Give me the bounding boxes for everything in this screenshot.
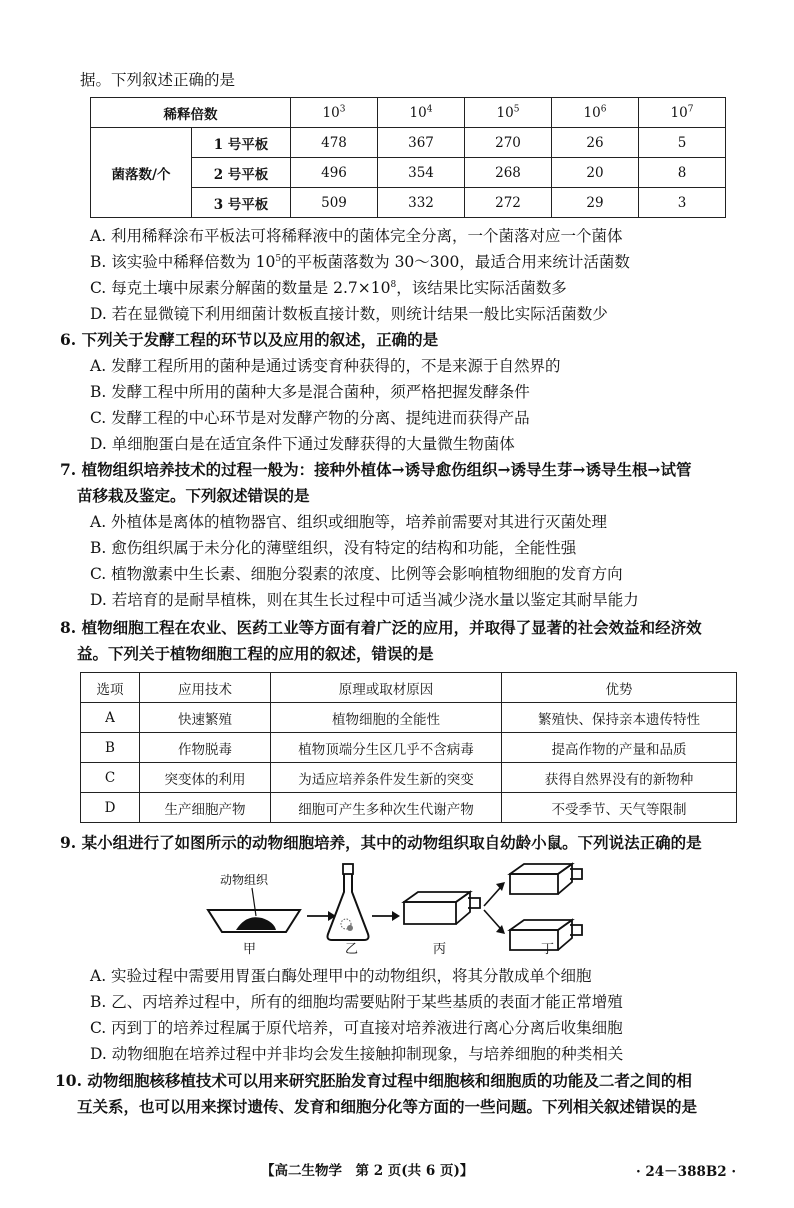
q9-stem: 9. 某小组进行了如图所示的动物细胞培养，其中的动物组织取自幼龄小鼠。下列说法正确的是 — [60, 833, 702, 852]
header-cell: 选项 — [81, 673, 140, 703]
table-cell: 生产细胞产物 — [140, 793, 271, 823]
q9-option-d: D. 动物细胞在培养过程中并非均会发生接触抑制现象，与培养细胞的种类相关 — [90, 1045, 624, 1063]
header-cell: 稀释倍数 — [91, 98, 291, 128]
fig-caption: 丙 — [433, 942, 447, 957]
intro-text: 据。下列叙述正确的是 — [80, 71, 236, 89]
fig-caption: 乙 — [345, 942, 359, 957]
fig-caption: 甲 — [243, 942, 257, 957]
q7-option-a: A. 外植体是离体的植物器官、组织或细胞等，培养前需要对其进行灭菌处理 — [90, 513, 608, 531]
table-cell: C — [81, 763, 140, 793]
culture-bottle-icon — [510, 864, 582, 894]
header-cell: $10^3$ — [291, 98, 378, 128]
table-row — [81, 763, 737, 793]
table-cell: B — [81, 733, 140, 763]
q6-option-d: D. 单细胞蛋白是在适宜条件下通过发酵获得的大量微生物菌体 — [90, 435, 515, 453]
table-cell: 272 — [465, 188, 552, 218]
fig-caption: 丁 — [541, 942, 555, 957]
q8-stem-line2: 益。下列关于植物细胞工程的应用的叙述，错误的是 — [77, 644, 434, 663]
label-pointer — [252, 888, 256, 916]
q5-option-d: D. 若在显微镜下利用细菌计数板直接计数，则统计结果一般比实际活菌数少 — [90, 305, 608, 323]
table-cell: 354 — [378, 158, 465, 188]
table-cell: 植物顶端分生区几乎不含病毒 — [271, 733, 502, 763]
footer-page-info: 【高二生物学 第 2 页(共 6 页)】 — [261, 1163, 474, 1179]
table-cell: A — [81, 703, 140, 733]
q6-option-b: B. 发酵工程中所用的菌种大多是混合菌种，须严格把握发酵条件 — [90, 383, 530, 401]
table-cell: 作物脱毒 — [140, 733, 271, 763]
q6-option-c: C. 发酵工程的中心环节是对发酵产物的分离、提纯进而获得产品 — [90, 409, 530, 427]
table-cell: 获得自然界没有的新物种 — [502, 763, 737, 793]
table-cell: 8 — [639, 158, 726, 188]
header-cell: $10^5$ — [465, 98, 552, 128]
q7-stem-line1: 7. 植物组织培养技术的过程一般为：接种外植体→诱导愈伤组织→诱导生芽→诱导生根→试管 — [60, 460, 692, 479]
table-cell: 为适应培养条件发生新的突变 — [271, 763, 502, 793]
table-cell: 不受季节、天气等限制 — [502, 793, 737, 823]
table-cell: 478 — [291, 128, 378, 158]
table-cell: 快速繁殖 — [140, 703, 271, 733]
row-label: 3 号平板 — [192, 188, 291, 218]
table-cell: 繁殖快、保持亲本遗传特性 — [502, 703, 737, 733]
q10-stem-line1: 10. 动物细胞核移植技术可以用来研究胚胎发育过程中细胞核和细胞质的功能及二者之间的相 — [55, 1071, 692, 1090]
application-table — [80, 672, 737, 823]
q5-option-b: B. 该实验中稀释倍数为 $10^5$的平板菌落数为 30～300，最适合用来统计活菌数 — [90, 253, 630, 271]
q7-option-c: C. 植物激素中生长素、细胞分裂素的浓度、比例等会影响植物细胞的发育方向 — [90, 565, 623, 583]
q8-stem-line1: 8. 植物细胞工程在农业、医药工业等方面有着广泛的应用，并取得了显著的社会效益和经济效 — [60, 618, 702, 637]
flask-icon — [328, 864, 369, 940]
header-cell: $10^6$ — [552, 98, 639, 128]
table-row — [91, 98, 726, 128]
arrow-icon — [372, 911, 400, 921]
q6-stem: 6. 下列关于发酵工程的环节以及应用的叙述，正确的是 — [60, 330, 439, 349]
group-label: 菌落数/个 — [91, 128, 192, 218]
table-row — [81, 733, 737, 763]
q9-option-b: B. 乙、丙培养过程中，所有的细胞均需要贴附于某些基质的表面才能正常增殖 — [90, 993, 623, 1011]
q9-option-a: A. 实验过程中需要用胃蛋白酶处理甲中的动物组织，将其分散成单个细胞 — [90, 967, 592, 985]
fig-label: 动物组织 — [220, 873, 269, 887]
header-cell: $10^4$ — [378, 98, 465, 128]
table-cell: 植物细胞的全能性 — [271, 703, 502, 733]
q5-option-a: A. 利用稀释涂布平板法可将稀释液中的菌体完全分离，一个菌落对应一个菌体 — [90, 227, 623, 245]
culture-bottle-icon — [404, 892, 480, 924]
page-footer — [0, 1159, 794, 1181]
arrow-icon — [307, 911, 336, 921]
table-cell: 270 — [465, 128, 552, 158]
footer-code: · 24－388B2 · — [636, 1164, 737, 1180]
table-cell: 5 — [639, 128, 726, 158]
table-cell: 332 — [378, 188, 465, 218]
dilution-table — [90, 97, 726, 218]
q7-option-d: D. 若培育的是耐旱植株，则在其生长过程中可适当减少浇水量以鉴定其耐旱能力 — [90, 591, 639, 609]
table-cell: 509 — [291, 188, 378, 218]
arrow-icon — [484, 910, 505, 934]
table-cell: D — [81, 793, 140, 823]
table-cell: 突变体的利用 — [140, 763, 271, 793]
q5-option-c: C. 每克土壤中尿素分解菌的数量是 $2.7\times 10^8$，该结果比实际活菌数多 — [90, 279, 567, 297]
table-cell: 268 — [465, 158, 552, 188]
table-cell: 20 — [552, 158, 639, 188]
header-cell: 优势 — [502, 673, 737, 703]
table-row — [81, 703, 737, 733]
table-cell: 3 — [639, 188, 726, 218]
table-row — [81, 793, 737, 823]
table-row — [91, 128, 726, 158]
table-row — [81, 673, 737, 703]
table-cell: 496 — [291, 158, 378, 188]
table-cell: 细胞可产生多种次生代谢产物 — [271, 793, 502, 823]
q10-stem-line2: 互关系，也可以用来探讨遗传、发育和细胞分化等方面的一些问题。下列相关叙述错误的是 — [77, 1097, 698, 1116]
table-cell: 29 — [552, 188, 639, 218]
row-label: 2 号平板 — [192, 158, 291, 188]
table-cell: 提高作物的产量和品质 — [502, 733, 737, 763]
q6-option-a: A. 发酵工程所用的菌种是通过诱变育种获得的，不是来源于自然界的 — [90, 357, 561, 375]
header-cell: 应用技术 — [140, 673, 271, 703]
q7-option-b: B. 愈伤组织属于未分化的薄壁组织，没有特定的结构和功能，全能性强 — [90, 539, 577, 557]
cell-culture-figure — [200, 858, 600, 968]
arrow-icon — [484, 882, 505, 906]
petri-dish-icon — [208, 910, 300, 932]
header-cell: 原理或取材原因 — [271, 673, 502, 703]
row-label: 1 号平板 — [192, 128, 291, 158]
q9-option-c: C. 丙到丁的培养过程属于原代培养，可直接对培养液进行离心分离后收集细胞 — [90, 1019, 623, 1037]
table-cell: 26 — [552, 128, 639, 158]
header-cell: $10^7$ — [639, 98, 726, 128]
table-cell: 367 — [378, 128, 465, 158]
q7-stem-line2: 苗移栽及鉴定。下列叙述错误的是 — [77, 486, 310, 505]
